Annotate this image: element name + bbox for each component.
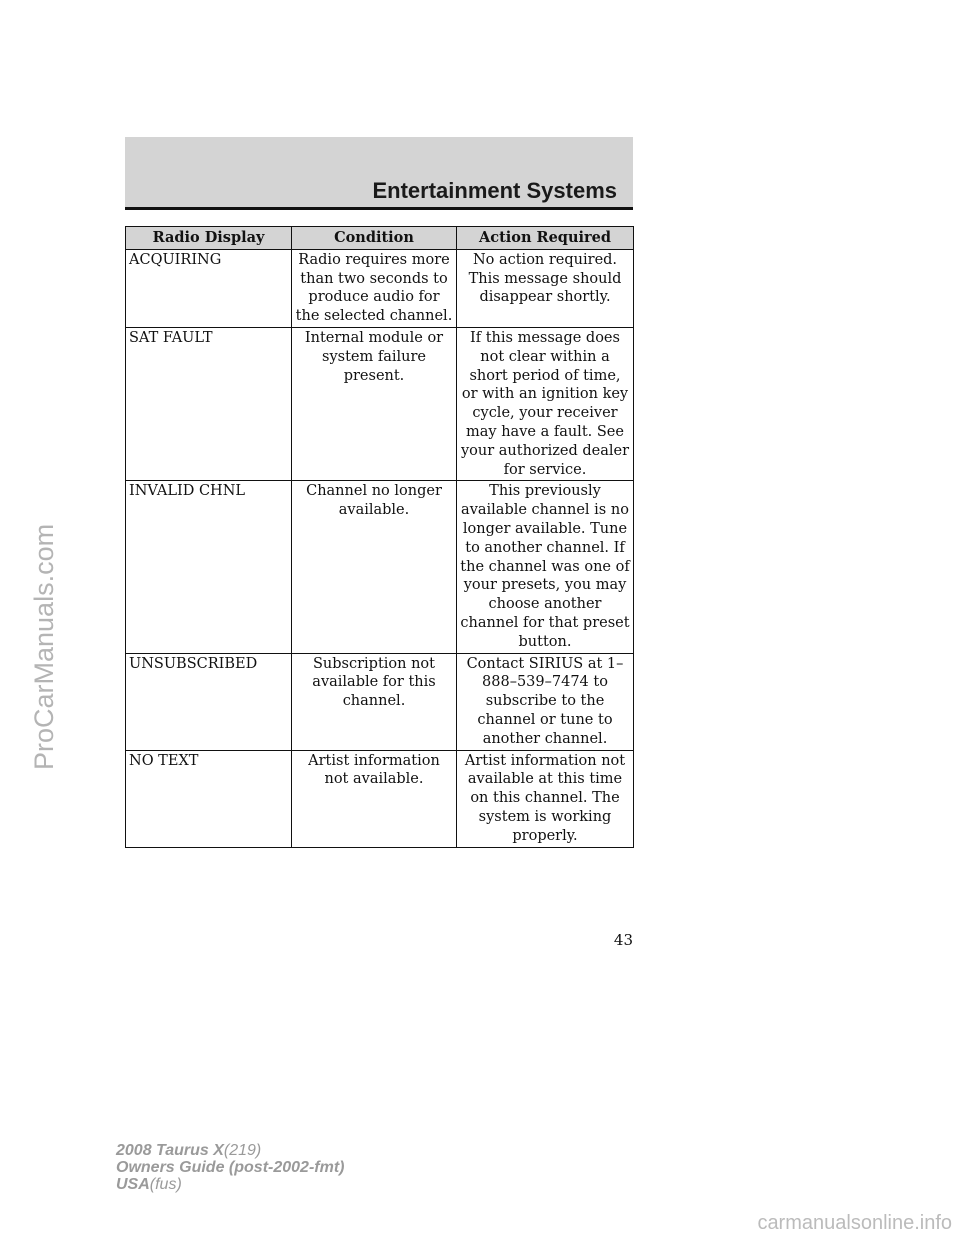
footer-guide-name: Owners Guide (post-2002-fmt) xyxy=(116,1159,345,1176)
cell-condition: Artist information not available. xyxy=(292,750,457,847)
footer-model-name: 2008 Taurus X xyxy=(116,1142,224,1159)
cell-action-required: This previously available channel is no longer available. Tune to another channel. If the channel was one of your presets, you may choose another channel for that preset button. xyxy=(457,481,634,653)
cell-condition: Channel no longer available. xyxy=(292,481,457,653)
side-watermark: ProCarManuals.com xyxy=(29,523,59,770)
table-row xyxy=(126,327,634,480)
footer-line-model xyxy=(116,1142,344,1159)
table-row xyxy=(126,249,634,327)
cell-condition: Subscription not available for this channel. xyxy=(292,653,457,750)
cell-radio-display: INVALID CHNL xyxy=(126,481,292,653)
footer-model-code: (219) xyxy=(223,1142,262,1159)
cell-radio-display: SAT FAULT xyxy=(126,327,292,480)
table-header-row xyxy=(126,227,634,250)
cell-radio-display: NO TEXT xyxy=(126,750,292,847)
cell-action-required: Contact SIRIUS at 1–888–539–7474 to subscribe to the channel or tune to another channel. xyxy=(457,653,634,750)
footer-line-market xyxy=(116,1176,344,1193)
cell-radio-display: UNSUBSCRIBED xyxy=(126,653,292,750)
column-header-action-required: Action Required xyxy=(457,227,634,250)
cell-action-required: No action required. This message should disappear shortly. xyxy=(457,249,634,327)
document-footer xyxy=(116,1142,344,1193)
table-row xyxy=(126,750,634,847)
footer-line-guide xyxy=(116,1159,344,1176)
table-row xyxy=(126,481,634,653)
cell-action-required: Artist information not available at this time on this channel. The system is working properly. xyxy=(457,750,634,847)
column-header-condition: Condition xyxy=(292,227,457,250)
column-header-radio-display: Radio Display xyxy=(126,227,292,250)
table-row xyxy=(126,653,634,750)
cell-radio-display: ACQUIRING xyxy=(126,249,292,327)
footer-market-name: USA xyxy=(116,1176,150,1193)
bottom-watermark: carmanualsonline.info xyxy=(757,1212,952,1234)
cell-condition: Internal module or system failure present. xyxy=(292,327,457,480)
footer-market-code: (fus) xyxy=(149,1176,182,1193)
cell-action-required: If this message does not clear within a short period of time, or with an ignition key cycle, your receiver may have a fault. See your authorized dealer for service. xyxy=(457,327,634,480)
cell-condition: Radio requires more than two seconds to produce audio for the selected channel. xyxy=(292,249,457,327)
page-number: 43 xyxy=(613,931,633,949)
radio-display-messages-table xyxy=(125,226,634,848)
header-divider xyxy=(125,207,633,210)
section-title: Entertainment Systems xyxy=(372,178,617,203)
